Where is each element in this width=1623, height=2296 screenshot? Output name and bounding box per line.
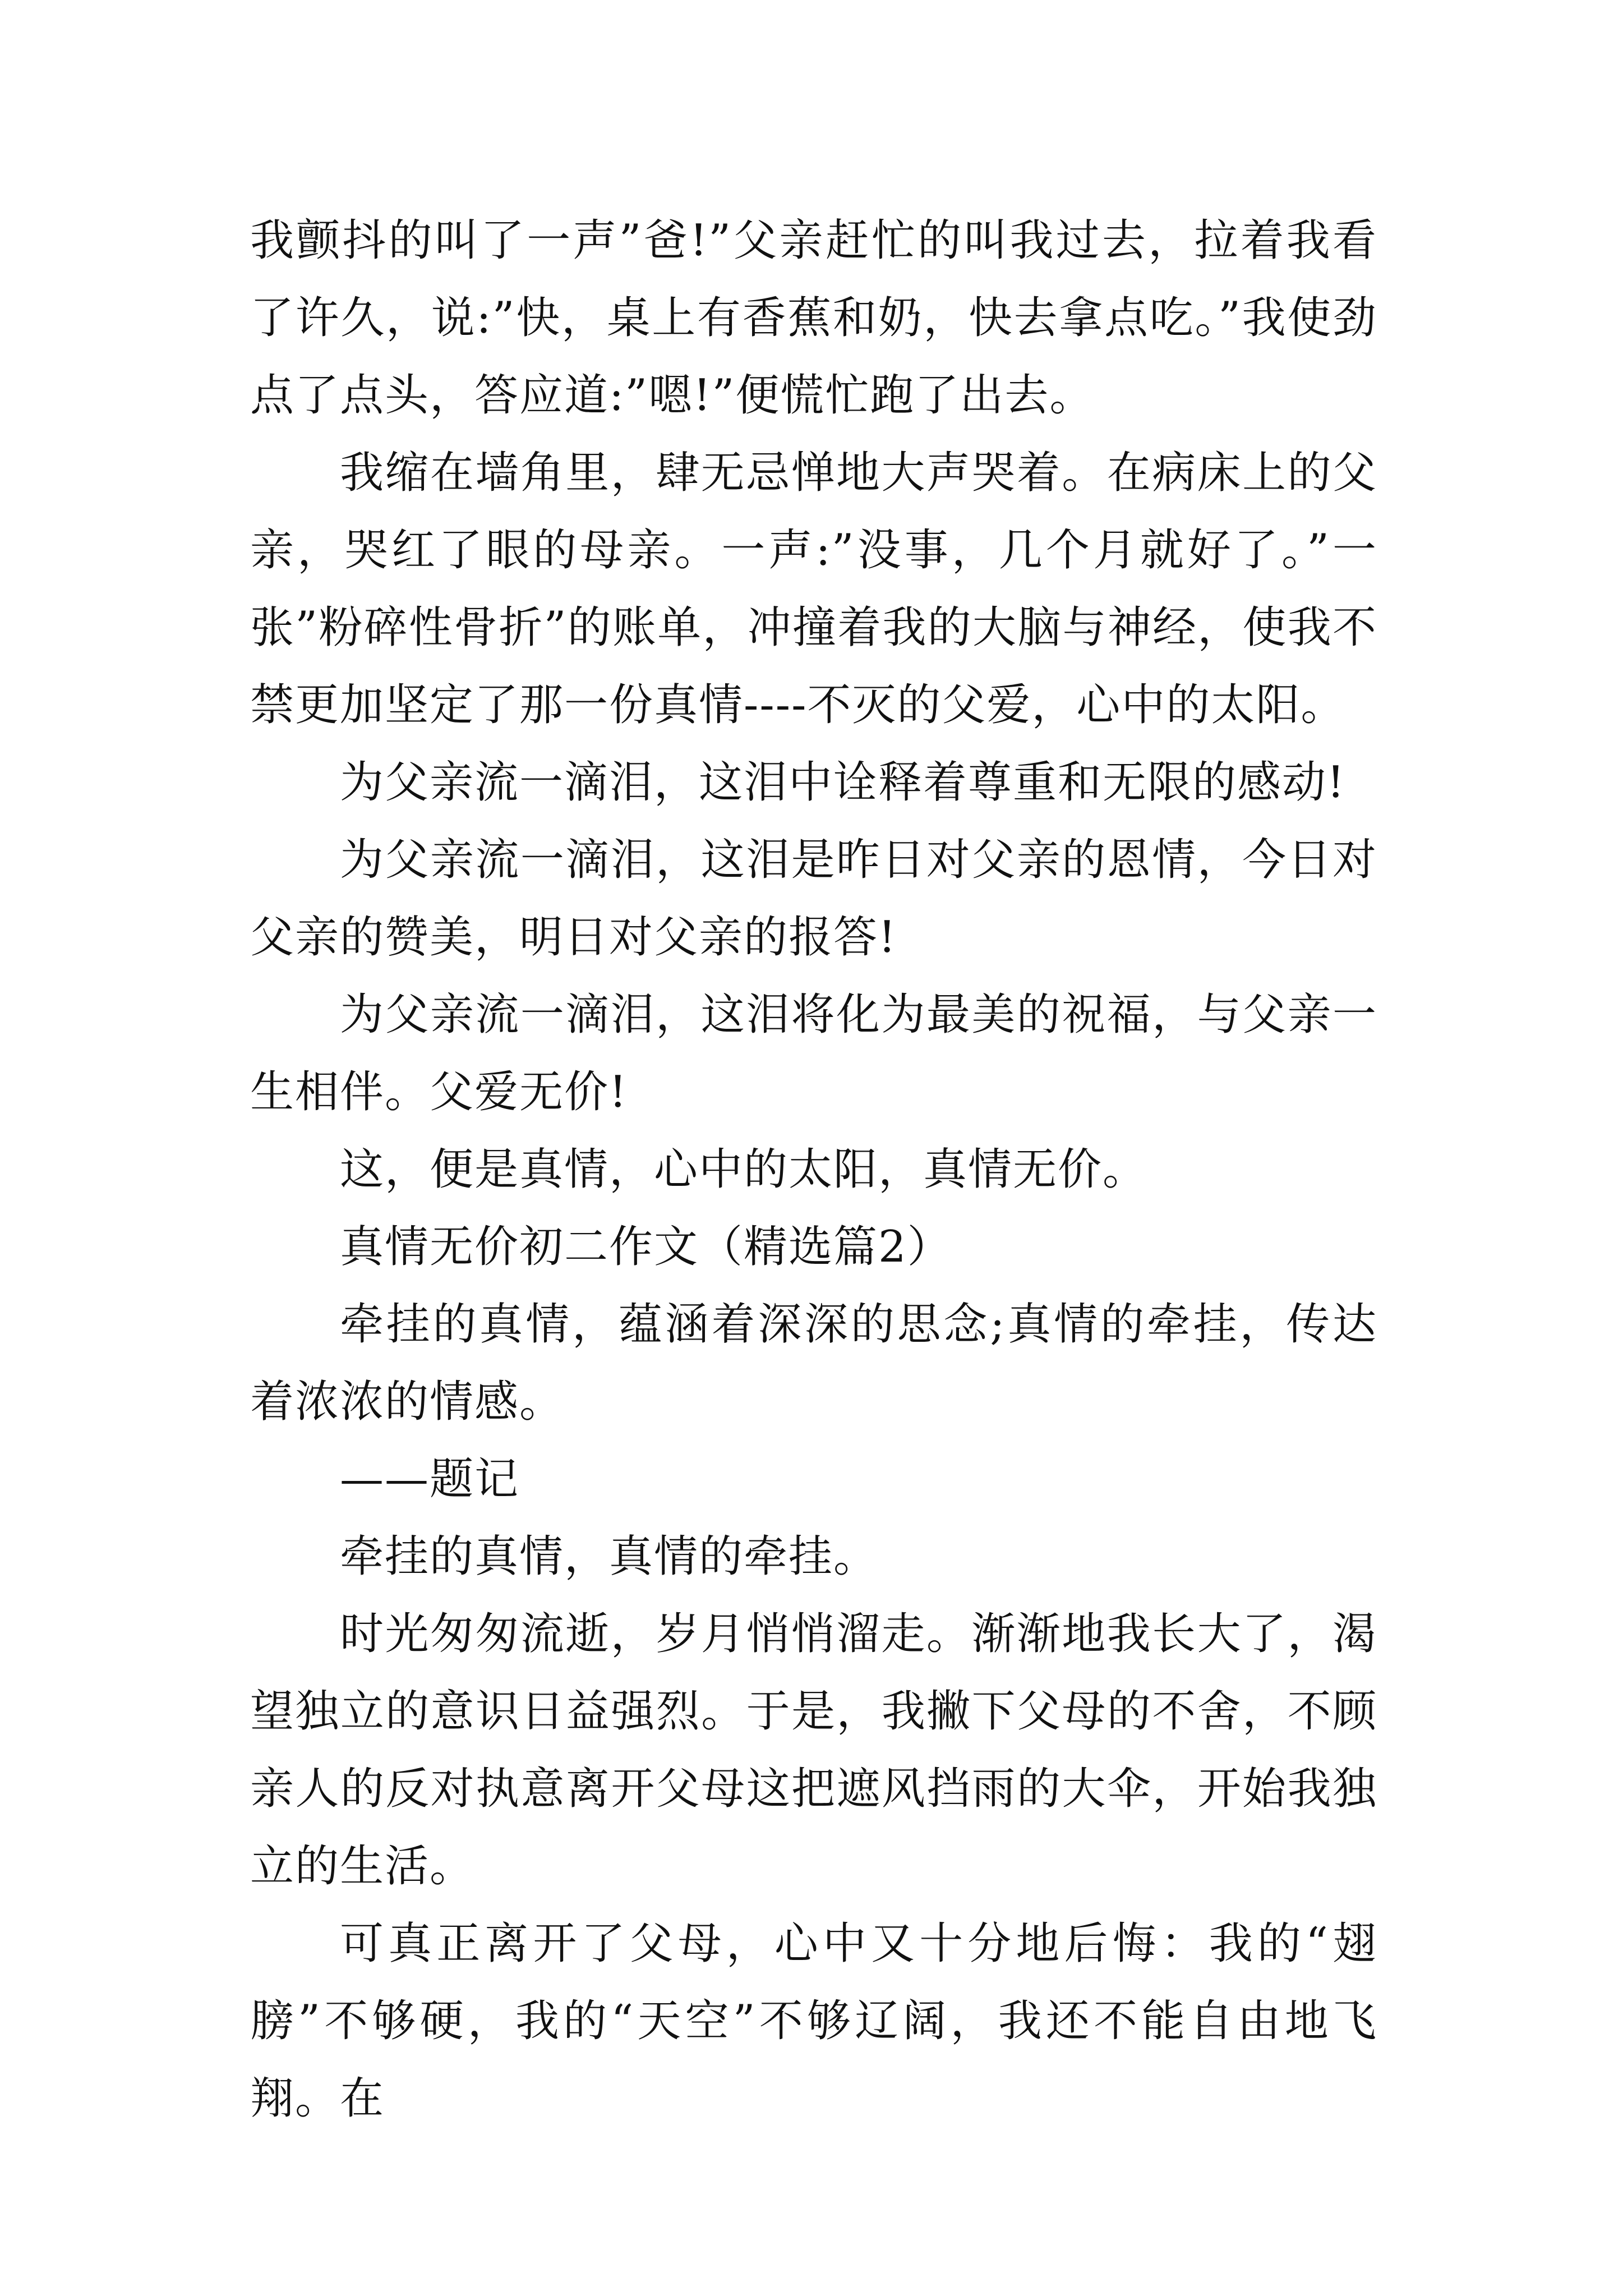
paragraph: 时光匆匆流逝，岁月悄悄溜走。渐渐地我长大了，渴望独立的意识日益强烈。于是，我撇下父母的不舍，不顾亲人的反对执意离开父母这把遮风挡雨的大伞，开始我独立的生活。 bbox=[250, 1609, 1377, 1892]
paragraph: 为父亲流一滴泪，这泪将化为最美的祝福，与父亲一生相伴。父爱无价! bbox=[250, 990, 1377, 1117]
paragraph: 为父亲流一滴泪，这泪是昨日对父亲的恩情，今日对父亲的赞美，明日对父亲的报答! bbox=[250, 835, 1377, 963]
paragraph: 为父亲流一滴泪，这泪中诠释着尊重和无限的感动! bbox=[340, 757, 1346, 808]
paragraph: 牵挂的真情，蕴涵着深深的思念;真情的牵挂，传达着浓浓的情感。 bbox=[250, 1299, 1377, 1427]
paragraph: 牵挂的真情，真情的牵挂。 bbox=[340, 1531, 879, 1582]
paragraph: 我颤抖的叫了一声”爸!”父亲赶忙的叫我过去，拉着我看了许久，说:”快，桌上有香蕉和奶，快去拿点吃。”我使劲点了点头，答应道:”嗯!”便慌忙跑了出去。 bbox=[250, 215, 1377, 421]
body-text bbox=[250, 202, 1377, 2137]
section-heading: 真情无价初二作文（精选篇2） bbox=[340, 1222, 952, 1272]
paragraph: 这，便是真情，心中的太阳，真情无价。 bbox=[340, 1144, 1148, 1195]
paragraph: 可真正离开了父母，心中又十分地后悔：我的“翅膀”不够硬，我的“天空”不够辽阔，我还不能自由地飞翔。在 bbox=[250, 1918, 1377, 2124]
paragraph: 我缩在墙角里，肆无忌惮地大声哭着。在病床上的父亲，哭红了眼的母亲。一声:”没事，几个月就好了。”一张”粉碎性骨折”的账单，冲撞着我的大脑与神经，使我不禁更加坚定了那一份真情----不灭的父爱，心中的太阳。 bbox=[250, 448, 1377, 730]
epigraph-attribution: ——题记 bbox=[340, 1454, 520, 1504]
